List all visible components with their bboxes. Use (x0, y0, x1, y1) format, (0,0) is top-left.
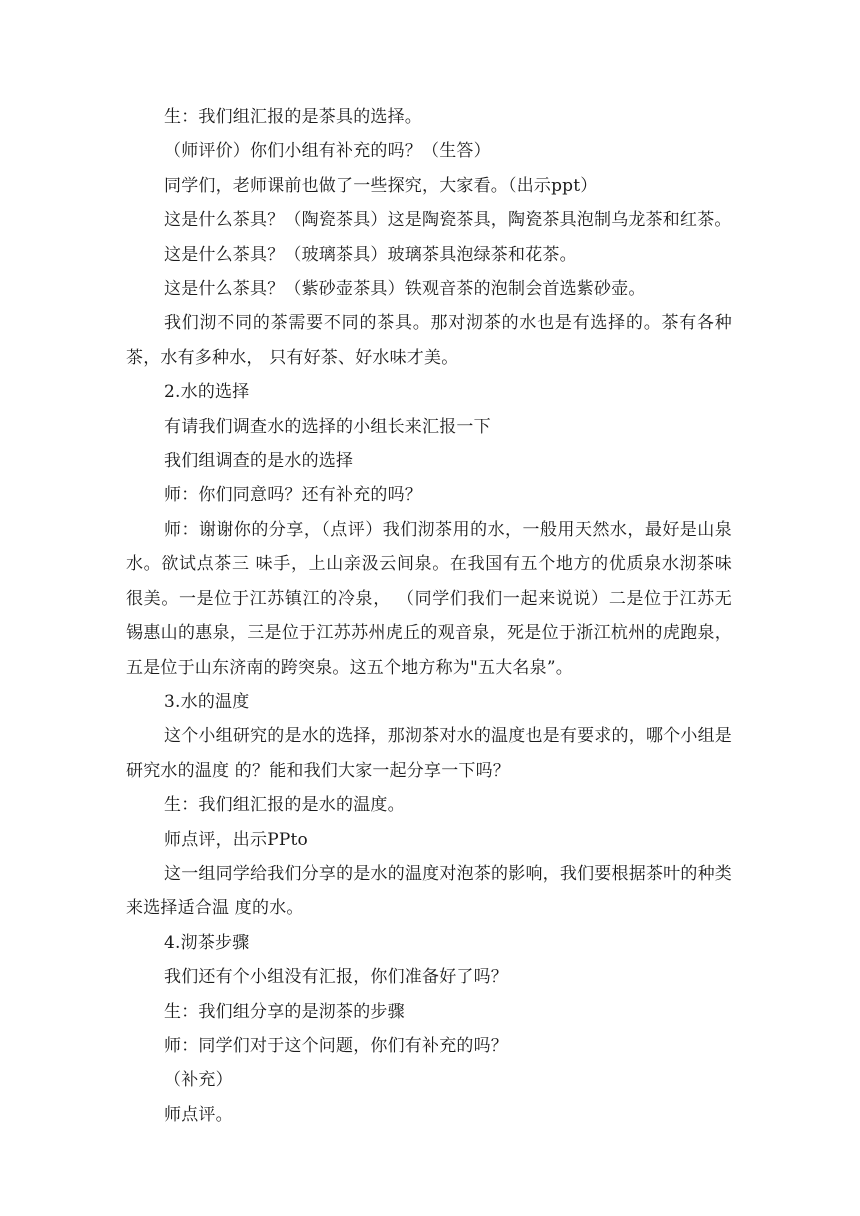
paragraph: 我们组调查的是水的选择 (164, 451, 354, 472)
paragraph: 这一组同学给我们分享的是水的温度对泡茶的影响，我们要根据茶叶的种类来选择适合温 度的水。 (126, 863, 732, 919)
paragraph: 生：我们组汇报的是茶具的选择。 (164, 107, 422, 127)
paragraph: （师评价）你们小组有补充的吗？（生答） (164, 141, 491, 162)
paragraph: 师点评。 (164, 1104, 233, 1125)
paragraph: 这是什么茶具？（玻璃茶具）玻璃茶具泡绿茶和花茶。 (164, 244, 577, 265)
section-heading: 4.沏茶步骤 (164, 932, 250, 953)
document-body (126, 100, 732, 1132)
section-heading: 3.水的温度 (164, 691, 250, 712)
paragraph: 师点评，出示PPto (164, 829, 308, 850)
paragraph: 这是什么茶具？（陶瓷茶具）这是陶瓷茶具，陶瓷茶具泡制乌龙茶和红茶。 (164, 210, 732, 231)
section-heading: 2.水的选择 (164, 382, 250, 403)
paragraph: 生：我们组汇报的是水的温度。 (164, 795, 405, 816)
paragraph: 我们还有个小组没有汇报，你们准备好了吗？ (164, 967, 508, 988)
paragraph: （补充） (164, 1070, 233, 1091)
paragraph: 同学们，老师课前也做了一些探究，大家看。（出示ppt） (164, 175, 598, 196)
paragraph: 生：我们组分享的是沏茶的步骤 (164, 1001, 405, 1022)
paragraph: 师：谢谢你的分享，（点评）我们沏茶用的水，一般用天然水，最好是山泉水。欲试点茶三 味手，上山亲汲云间泉。在我国有五个地方的优质泉水沏茶味很美。一是位于江苏镇江的冷泉， （同学们我们一起来说说）二是位于江苏无锡惠山的惠泉，三是位于江苏苏州虎丘的观音泉，死是位于浙江杭州的虎跑泉，五是位于山东济南的跨突泉。这五个地方称为"五大名泉”。 (126, 519, 732, 678)
paragraph: 这个小组研究的是水的选择，那沏茶对水的温度也是有要求的，哪个小组是研究水的温度 的？能和我们大家一起分享一下吗？ (126, 726, 732, 781)
paragraph: 师：你们同意吗？还有补充的吗？ (164, 485, 422, 506)
paragraph: 有请我们调查水的选择的小组长来汇报一下 (164, 416, 491, 437)
paragraph: 这是什么茶具？（紫砂壶茶具）铁观音茶的泡制会首选紫砂壶。 (164, 279, 646, 300)
paragraph: 师：同学们对于这个问题，你们有补充的吗？ (164, 1035, 508, 1056)
paragraph: 我们沏不同的茶需要不同的茶具。那对沏茶的水也是有选择的。茶有各种茶，水有多种水， 只有好茶、好水味才美。 (126, 313, 732, 368)
